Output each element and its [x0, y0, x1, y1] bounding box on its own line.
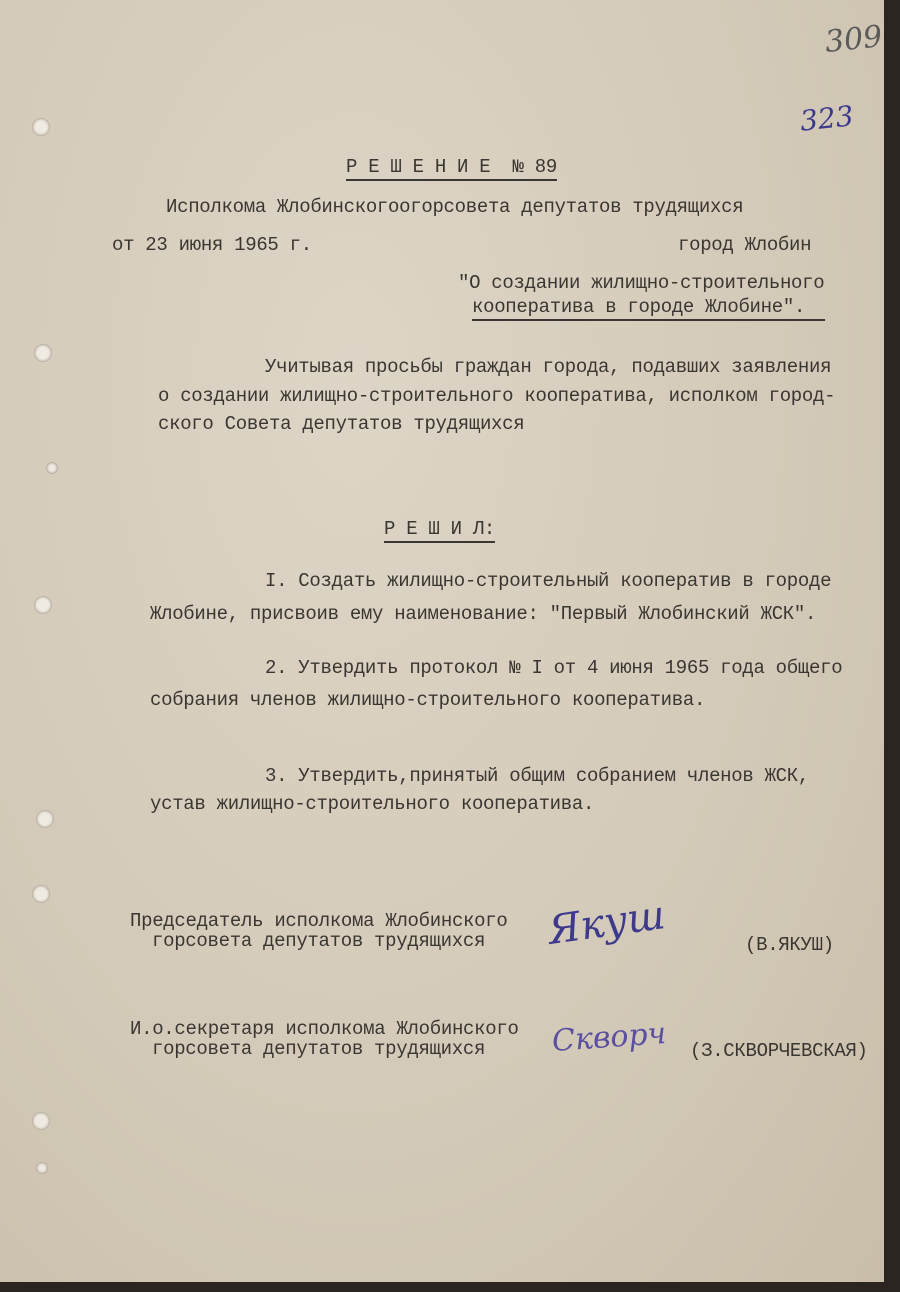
punch-hole	[36, 810, 54, 828]
signatory-name: (В.ЯКУШ)	[745, 934, 834, 956]
item-line: 2. Утвердить протокол № I от 4 июня 1965 года общего	[265, 657, 843, 679]
handwritten-signature: Скворч	[550, 1016, 668, 1059]
preamble-line: Учитывая просьбы граждан города, подавших заявления	[265, 356, 832, 378]
signatory-name: (З.СКВОРЧЕВСКАЯ)	[690, 1040, 868, 1062]
punch-hole	[46, 462, 58, 474]
punch-hole	[32, 1112, 50, 1130]
document-title: Р Е Ш Е Н И Е № 89	[346, 156, 557, 181]
item-line: I. Создать жилищно-строительный кооператив в городе	[265, 570, 832, 592]
preamble-line: о создании жилищно-строительного кооператива, исполком город-	[158, 385, 836, 407]
document-place: город Жлобин	[678, 234, 812, 256]
preamble-line: ского Совета депутатов трудящихся	[158, 413, 525, 435]
punch-hole	[34, 344, 52, 362]
handwritten-signature: Якуш	[545, 892, 668, 954]
punch-hole	[36, 1162, 48, 1174]
subject-line-2: кооператива в городе Жлобине".	[472, 296, 825, 321]
signatory-title: горсовета депутатов трудящихся	[152, 930, 486, 952]
item-line: 3. Утвердить,принятый общим собранием членов ЖСК,	[265, 765, 809, 787]
punch-hole	[34, 596, 52, 614]
archive-number-ink: 323	[798, 99, 856, 138]
punch-hole	[32, 885, 50, 903]
signatory-title: горсовета депутатов трудящихся	[152, 1038, 486, 1060]
punch-hole	[32, 118, 50, 136]
signatory-title: Председатель исполкома Жлобинского	[130, 910, 508, 932]
item-line: устав жилищно-строительного кооператива.	[150, 793, 595, 815]
issuer-line: Исполкома Жлобинскогоогорсовета депутатов трудящихся	[166, 196, 744, 218]
signatory-title: И.о.секретаря исполкома Жлобинского	[130, 1018, 519, 1040]
item-line: Жлобине, присвоив ему наименование: "Первый Жлобинский ЖСК".	[150, 603, 817, 625]
decided-heading: Р Е Ш И Л:	[384, 518, 495, 543]
document-date: от 23 июня 1965 г.	[112, 234, 312, 256]
subject-line-1: "О создании жилищно-строительного	[458, 272, 825, 294]
archive-number-pencil: 309	[823, 19, 884, 60]
item-line: собрания членов жилищно-строительного кооператива.	[150, 689, 706, 711]
